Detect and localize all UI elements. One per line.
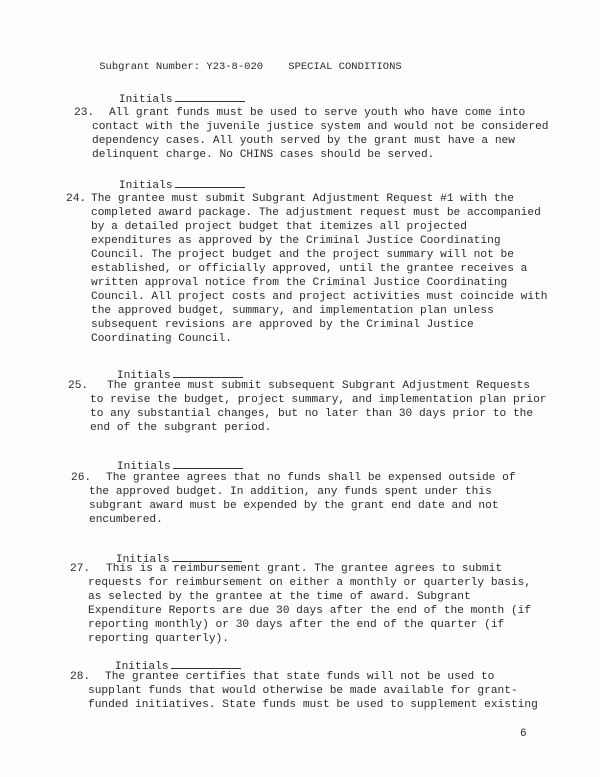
page-number: 6 <box>520 728 527 740</box>
initials-line: Initials <box>90 355 243 397</box>
initials-line: Initials <box>89 539 242 581</box>
condition-number: 28. <box>70 671 91 683</box>
initials-blank[interactable] <box>175 186 245 188</box>
initials-line: Initials <box>92 79 245 121</box>
condition-number: 24. <box>66 193 87 205</box>
document-page: Subgrant Number: Y23-8-020 SPECIAL CONDITIONS Initials 23. All grant funds must be used to serve youth who have come into contact with the juvenile justice system and would not be considered dependency cases. All youth served by the grant must have a new delinquent charge. No CHINS cases should be served. Initials 24. The grantee must submit Subgrant Adjustment Request #1 with the completed award package. The adjustment request must be accompanied by a detailed project budget that itemizes all projected expenditures as approved by the Criminal Justice Coordinating Council. The project budget and the project summary will not be established, or officially approved, until the grantee receives a written approval notice from the Criminal Justice Coordinating Council. All project costs and project activities must coincide with the approved budget, summary, and implementation plan unless subsequent revisions are approved by the Criminal Justice Coordinating Council. Initials 25. The grantee must submit subsequent Subgrant Adjustment Requests to revise the budget, project summary, and implementation plan prior to any substantial changes, but no later than 30 days prior to the end of the subgrant period. Initials 26. The grantee agrees that no funds shall be expensed outside of the approved budget. In addition, any funds spent under this subgrant award must be expended by the grant end date and not encumbered. Initials 27. This is a reimbursement grant. The grantee agrees to submit requests for reimbursement on either a monthly or quarterly basis, as selected by the grantee at the time of award. Subgrant Expenditure Reports are due 30 days after the end of the month (if reporting monthly) or 30 days after the end of the quarter (if reporting quarterly). Initials 28. The grantee certifies that state funds will not be used to supplant funds that would otherwise be made available for grant- funded initiatives. State funds must be used to supplement existing 6 <box>0 0 600 777</box>
initials-blank[interactable] <box>171 667 241 669</box>
initials-blank[interactable] <box>173 376 243 378</box>
section-title: SPECIAL CONDITIONS <box>288 61 402 73</box>
initials-line: Initials <box>88 646 241 688</box>
initials-line: Initials <box>90 446 243 488</box>
condition-number: 23. <box>74 107 95 119</box>
condition-number: 26. <box>71 472 92 484</box>
initials-blank[interactable] <box>173 467 243 469</box>
condition-number: 27. <box>70 563 91 575</box>
subgrant-number: Subgrant Number: Y23-8-020 <box>99 61 264 73</box>
initials-blank[interactable] <box>175 100 245 102</box>
initials-line: Initials <box>92 165 245 207</box>
condition-number: 25. <box>68 380 89 392</box>
